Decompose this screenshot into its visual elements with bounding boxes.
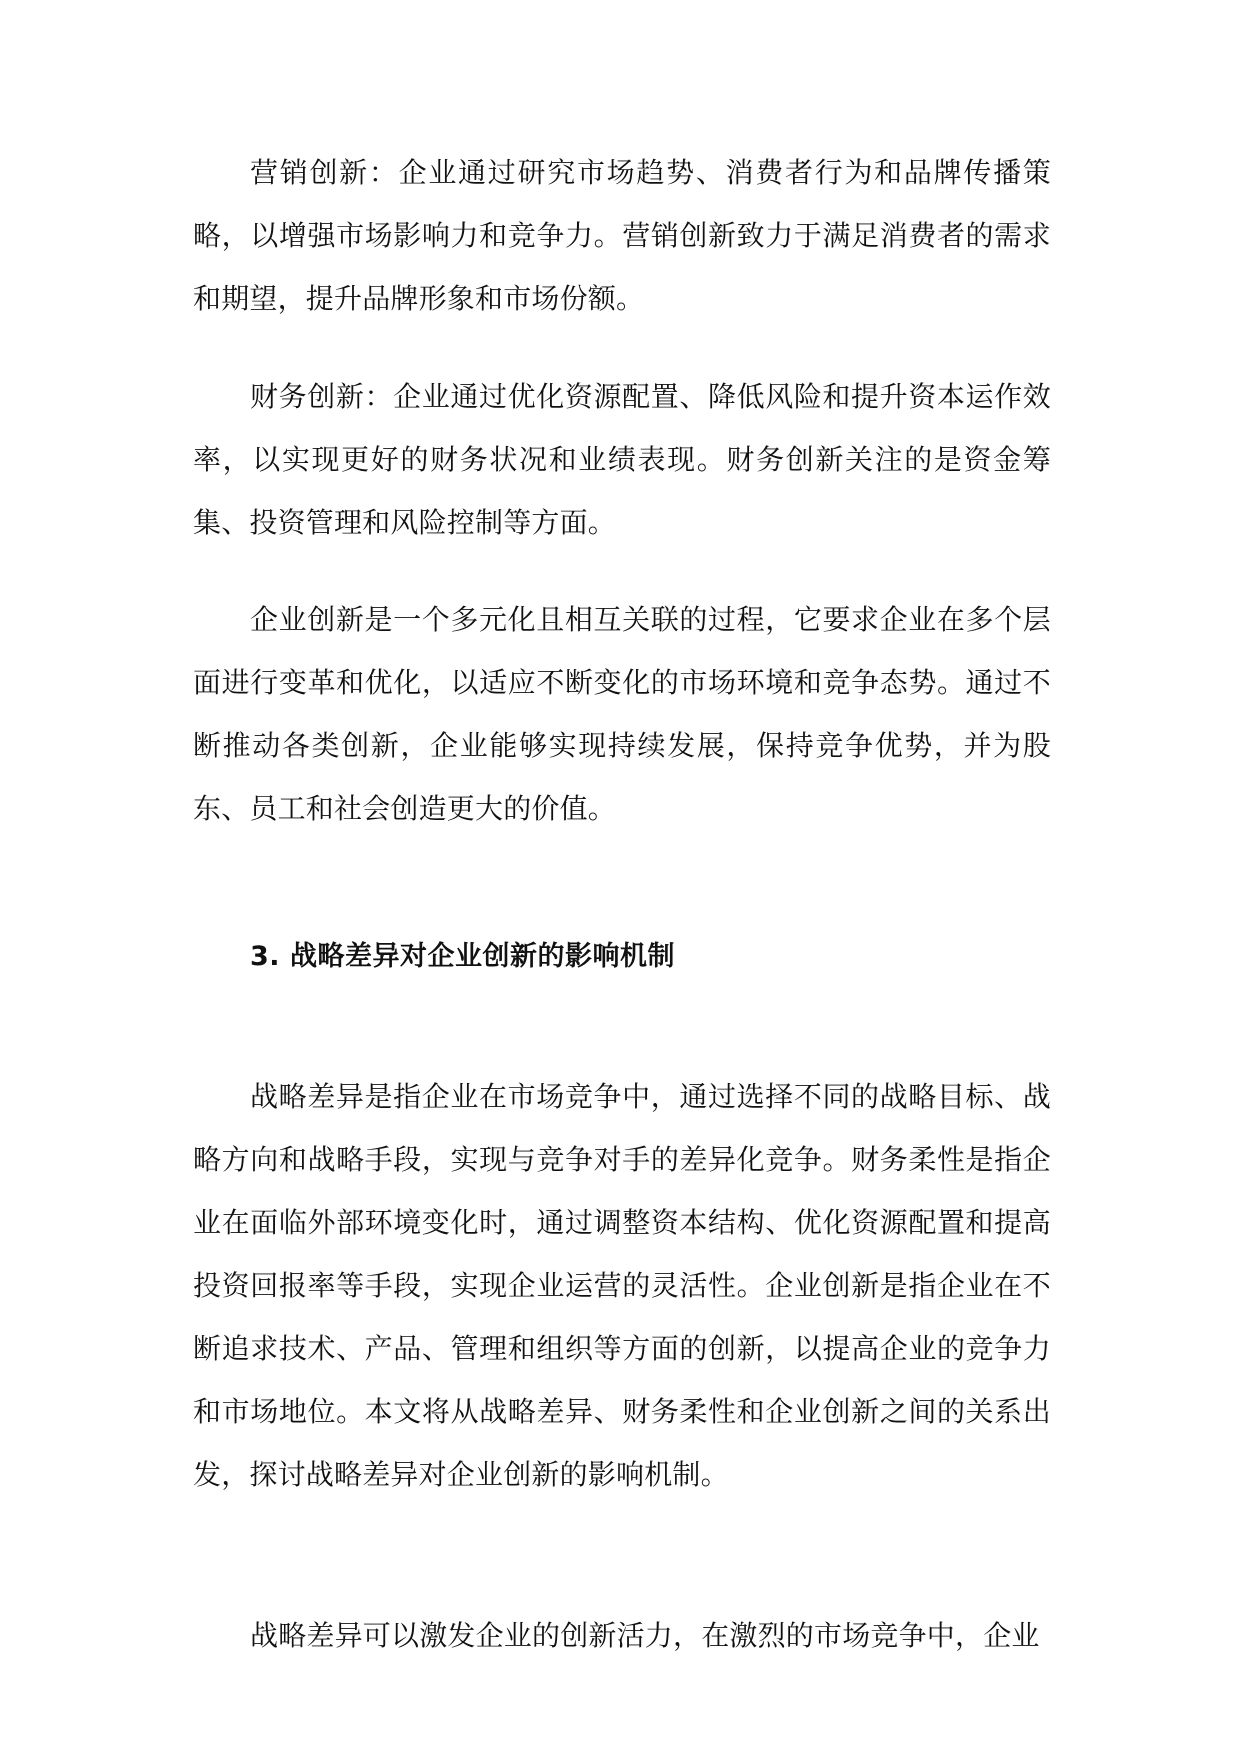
paragraph-strategy-difference-definition: 战略差异是指企业在市场竞争中，通过选择不同的战略目标、战略方向和战略手段，实现与竞争对手的差异化竞争。财务柔性是指企业在面临外部环境变化时，通过调整资本结构、优化资源配置和提高投资回报率等手段，实现企业运营的灵活性。企业创新是指企业在不断追求技术、产品、管理和组织等方面的创新，以提高企业的竞争力和市场地位。本文将从战略差异、财务柔性和企业创新之间的关系出发，探讨战略差异对企业创新的影响机制。 (193, 1080, 1051, 1491)
paragraph-strategy-difference-continued: 战略差异可以激发企业的创新活力，在激烈的市场竞争中，企业 (250, 1619, 1040, 1652)
section-heading: 3. 战略差异对企业创新的影响机制 (250, 941, 675, 972)
paragraph-marketing-innovation: 营销创新：企业通过研究市场趋势、消费者行为和品牌传播策略，以增强市场影响力和竞争力。营销创新致力于满足消费者的需求和期望，提升品牌形象和市场份额。 (193, 156, 1051, 315)
paragraph-enterprise-innovation-summary: 企业创新是一个多元化且相互关联的过程，它要求企业在多个层面进行变革和优化，以适应不断变化的市场环境和竞争态势。通过不断推动各类创新，企业能够实现持续发展，保持竞争优势，并为股东、员工和社会创造更大的价值。 (193, 603, 1051, 825)
paragraph-financial-innovation: 财务创新：企业通过优化资源配置、降低风险和提升资本运作效率，以实现更好的财务状况和业绩表现。财务创新关注的是资金筹集、投资管理和风险控制等方面。 (193, 380, 1051, 539)
